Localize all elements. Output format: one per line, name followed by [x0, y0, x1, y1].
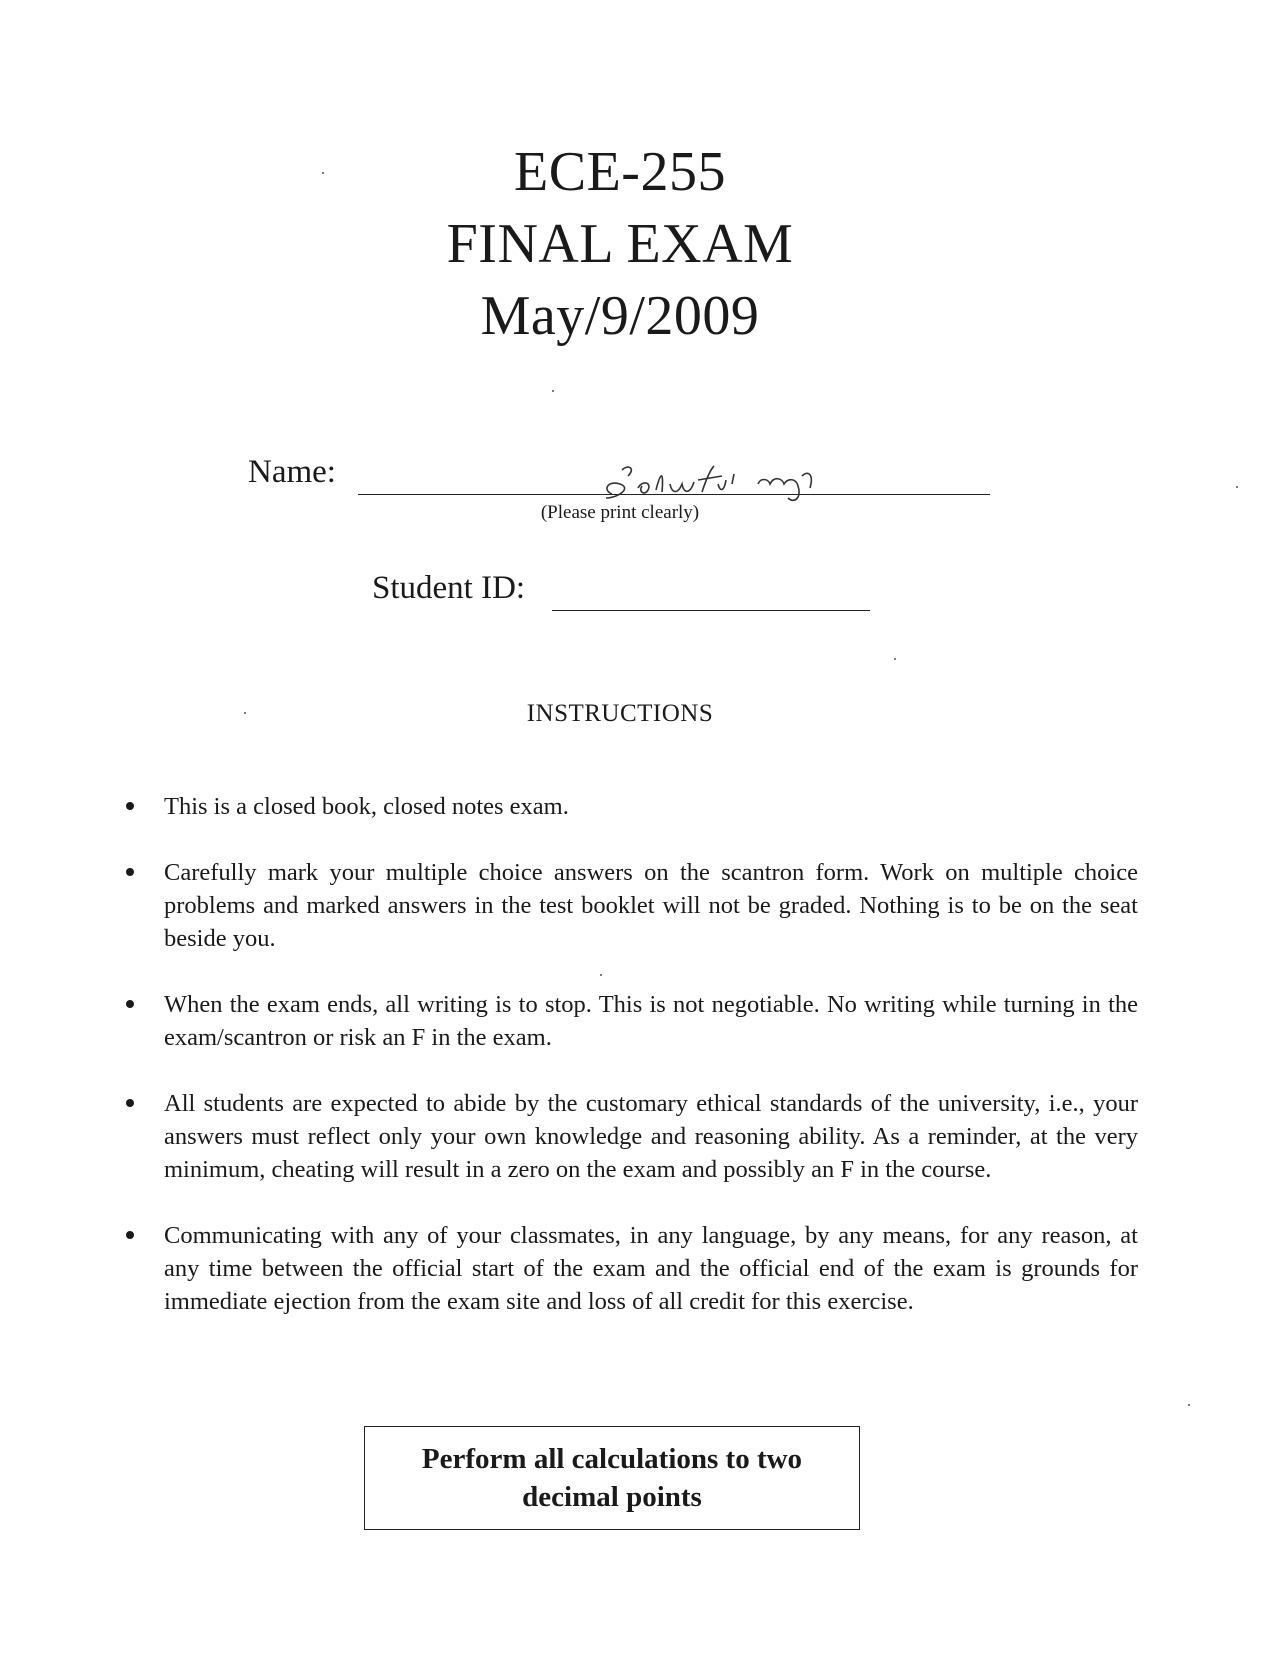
calculation-note-line-1: Perform all calculations to two	[421, 1443, 803, 1475]
instruction-item	[126, 856, 1138, 955]
instruction-item	[126, 988, 1138, 1054]
student-id-label: Student ID:	[372, 570, 526, 606]
print-clearly-note: (Please print clearly)	[540, 502, 700, 523]
instructions-heading: INSTRUCTIONS	[526, 700, 714, 727]
instructions-list	[126, 790, 1138, 1351]
name-label: Name:	[248, 454, 336, 490]
exam-title: FINAL EXAM	[446, 213, 794, 275]
bullet-icon	[126, 802, 134, 810]
bullet-icon	[126, 1099, 134, 1107]
student-id-underline[interactable]	[552, 610, 870, 611]
instruction-text: This is a closed book, closed notes exam.	[164, 793, 569, 820]
exam-date: May/9/2009	[480, 285, 760, 347]
title-block	[0, 136, 1280, 352]
bullet-icon	[126, 1000, 134, 1008]
scan-speck	[322, 172, 324, 174]
instruction-item	[126, 1219, 1138, 1318]
calculation-note-box	[364, 1426, 860, 1530]
instruction-item	[126, 790, 1138, 823]
handwritten-name-signature	[598, 454, 838, 504]
instruction-item	[126, 1087, 1138, 1186]
instruction-text: All students are expected to abide by the customary ethical standards of the university, i.e., your answers must reflect only your own knowledge and reasoning ability. As a reminder, at the very minimum, cheating will result in a zero on the exam and possibly an F in the course.	[164, 1090, 1138, 1183]
course-code: ECE-255	[514, 141, 726, 203]
instruction-text: Carefully mark your multiple choice answers on the scantron form. Work on multiple choice problems and marked answers in the test booklet will not be graded. Nothing is to be on the seat beside you.	[164, 859, 1138, 952]
student-id-field	[372, 570, 892, 620]
instruction-text: When the exam ends, all writing is to stop. This is not negotiable. No writing while turning in the exam/scantron or risk an F in the exam.	[164, 991, 1138, 1051]
scan-speck	[894, 658, 896, 660]
bullet-icon	[126, 868, 134, 876]
scan-speck	[600, 974, 602, 976]
bullet-icon	[126, 1231, 134, 1239]
calculation-note-line-2: decimal points	[522, 1481, 702, 1513]
scan-speck	[244, 712, 246, 714]
instruction-text: Communicating with any of your classmates, in any language, by any means, for any reason, at any time between the official start of the exam and the official end of the exam is grounds for immediate ejection from the exam site and loss of all credit for this exercise.	[164, 1222, 1138, 1315]
scan-speck	[1236, 486, 1238, 488]
scan-speck	[552, 390, 554, 392]
scan-speck	[1188, 1404, 1190, 1406]
